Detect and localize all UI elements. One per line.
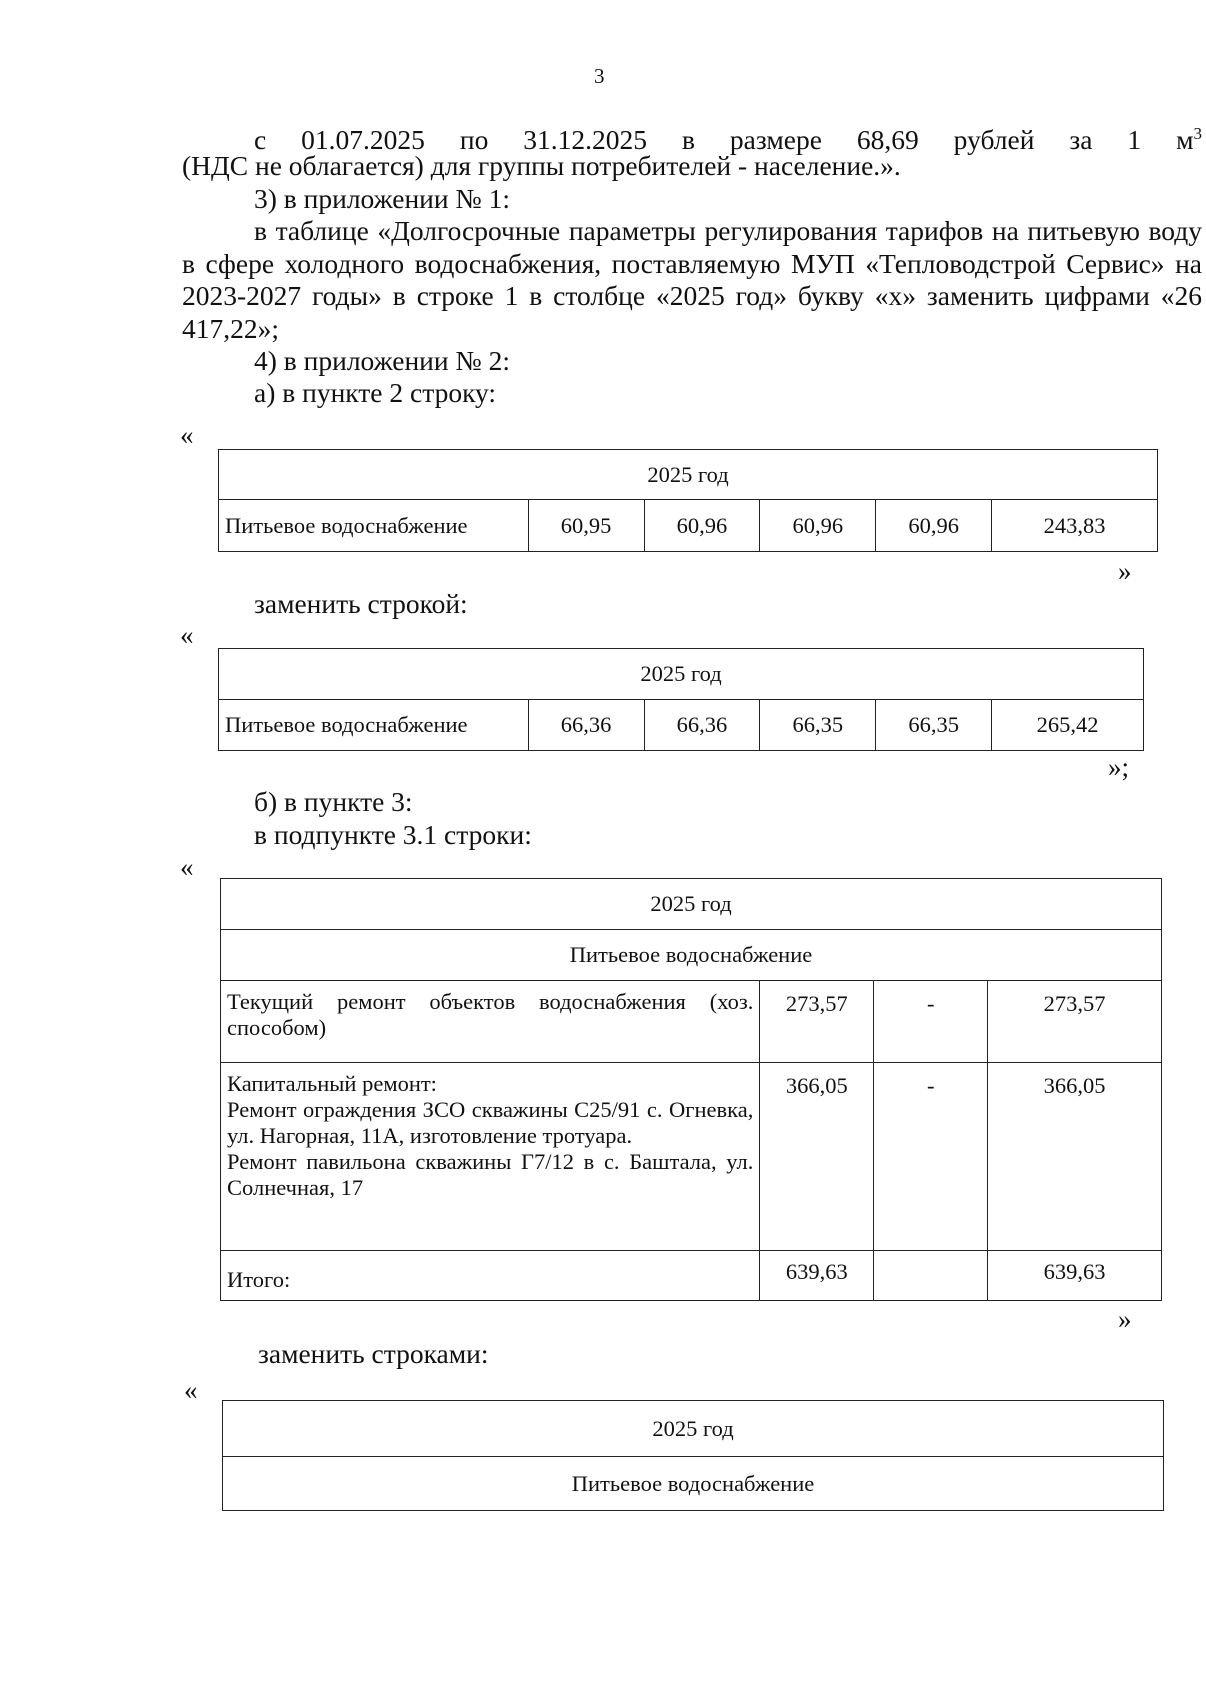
tariff-text: с 01.07.2025 по 31.12.2025 в размере 68,69 рублей за 1 м <box>254 124 1194 156</box>
value-cell <box>874 1251 988 1301</box>
capital-item-2: Ремонт павильона скважины Г7/12 в с. Баштала, ул. Солнечная, 17 <box>227 1149 754 1200</box>
row-label: Питьевое водоснабжение <box>219 700 529 751</box>
replace-row-text: заменить строкой: <box>254 588 468 619</box>
item-3-body: в таблице «Долгосрочные параметры регулирования тарифов на питьевую воду в сфере холодного водоснабжения, поставляемую МУП «Тепловодстрой Сервис» на 2023-2027 годы» в строке 1 в столбце «2025 год» букву «х» заменить цифрами «26 417,22»; <box>182 215 1202 344</box>
value-cell: 60,96 <box>644 500 760 552</box>
row-label-capital <box>221 1063 760 1251</box>
sub-3-1-heading: в подпункте 3.1 строки: <box>254 819 532 850</box>
item-3-heading: 3) в приложении № 1: <box>254 183 510 214</box>
item-3-text <box>182 215 1202 345</box>
value-cell: 66,36 <box>644 700 760 751</box>
value-cell: 243,83 <box>992 500 1158 552</box>
value-cell: 366,05 <box>760 1063 874 1251</box>
table-old-row <box>218 449 1158 552</box>
quote-close-3: » <box>1118 1304 1132 1334</box>
cubic-superscript: 3 <box>1193 124 1202 143</box>
table-new-row <box>218 648 1144 751</box>
table-year-header: 2025 год <box>223 1401 1164 1457</box>
value-cell: 66,36 <box>528 700 644 751</box>
table-year-header: 2025 год <box>219 450 1158 500</box>
value-cell: 639,63 <box>760 1251 874 1301</box>
value-cell: 366,05 <box>988 1063 1162 1251</box>
value-cell: 273,57 <box>760 981 874 1063</box>
quote-open-1: « <box>180 420 194 450</box>
table-old-rows <box>220 878 1162 1301</box>
vat-line: (НДС не облагается) для группы потребителей - население.». <box>182 150 901 181</box>
value-cell: 265,42 <box>992 700 1144 751</box>
value-cell: 66,35 <box>876 700 992 751</box>
item-4-heading: 4) в приложении № 2: <box>254 345 510 376</box>
quote-close-2: »; <box>1108 752 1130 782</box>
value-cell: 60,96 <box>876 500 992 552</box>
replace-rows-text: заменить строками: <box>258 1338 489 1369</box>
value-cell: 639,63 <box>988 1251 1162 1301</box>
table-section-header: Питьевое водоснабжение <box>221 930 1162 981</box>
capital-item-1: Ремонт ограждения ЗСО скважины С25/91 с. Огневка, ул. Нагорная, 11А, изготовление тротуара. <box>227 1097 754 1148</box>
row-label: Текущий ремонт объектов водоснабжения (хоз. способом) <box>221 981 760 1063</box>
quote-close-1: » <box>1118 556 1132 586</box>
value-cell: - <box>874 1063 988 1251</box>
quote-open-4: « <box>184 1375 198 1405</box>
value-cell: 273,57 <box>988 981 1162 1063</box>
page-number: 3 <box>594 64 605 88</box>
quote-open-3: « <box>180 852 194 882</box>
table-section-header: Питьевое водоснабжение <box>223 1457 1164 1511</box>
value-cell: 60,95 <box>528 500 644 552</box>
total-label: Итого: <box>221 1251 760 1301</box>
quote-open-2: « <box>180 620 194 650</box>
item-4b-heading: б) в пункте 3: <box>254 786 413 817</box>
value-cell: 60,96 <box>760 500 876 552</box>
capital-title: Капитальный ремонт: <box>227 1071 437 1096</box>
table-new-rows <box>222 1400 1164 1511</box>
value-cell: - <box>874 981 988 1063</box>
value-cell: 66,35 <box>760 700 876 751</box>
table-year-header: 2025 год <box>221 879 1162 930</box>
table-year-header: 2025 год <box>219 649 1144 700</box>
row-label: Питьевое водоснабжение <box>219 500 529 552</box>
item-4a-heading: а) в пункте 2 строку: <box>254 377 497 408</box>
